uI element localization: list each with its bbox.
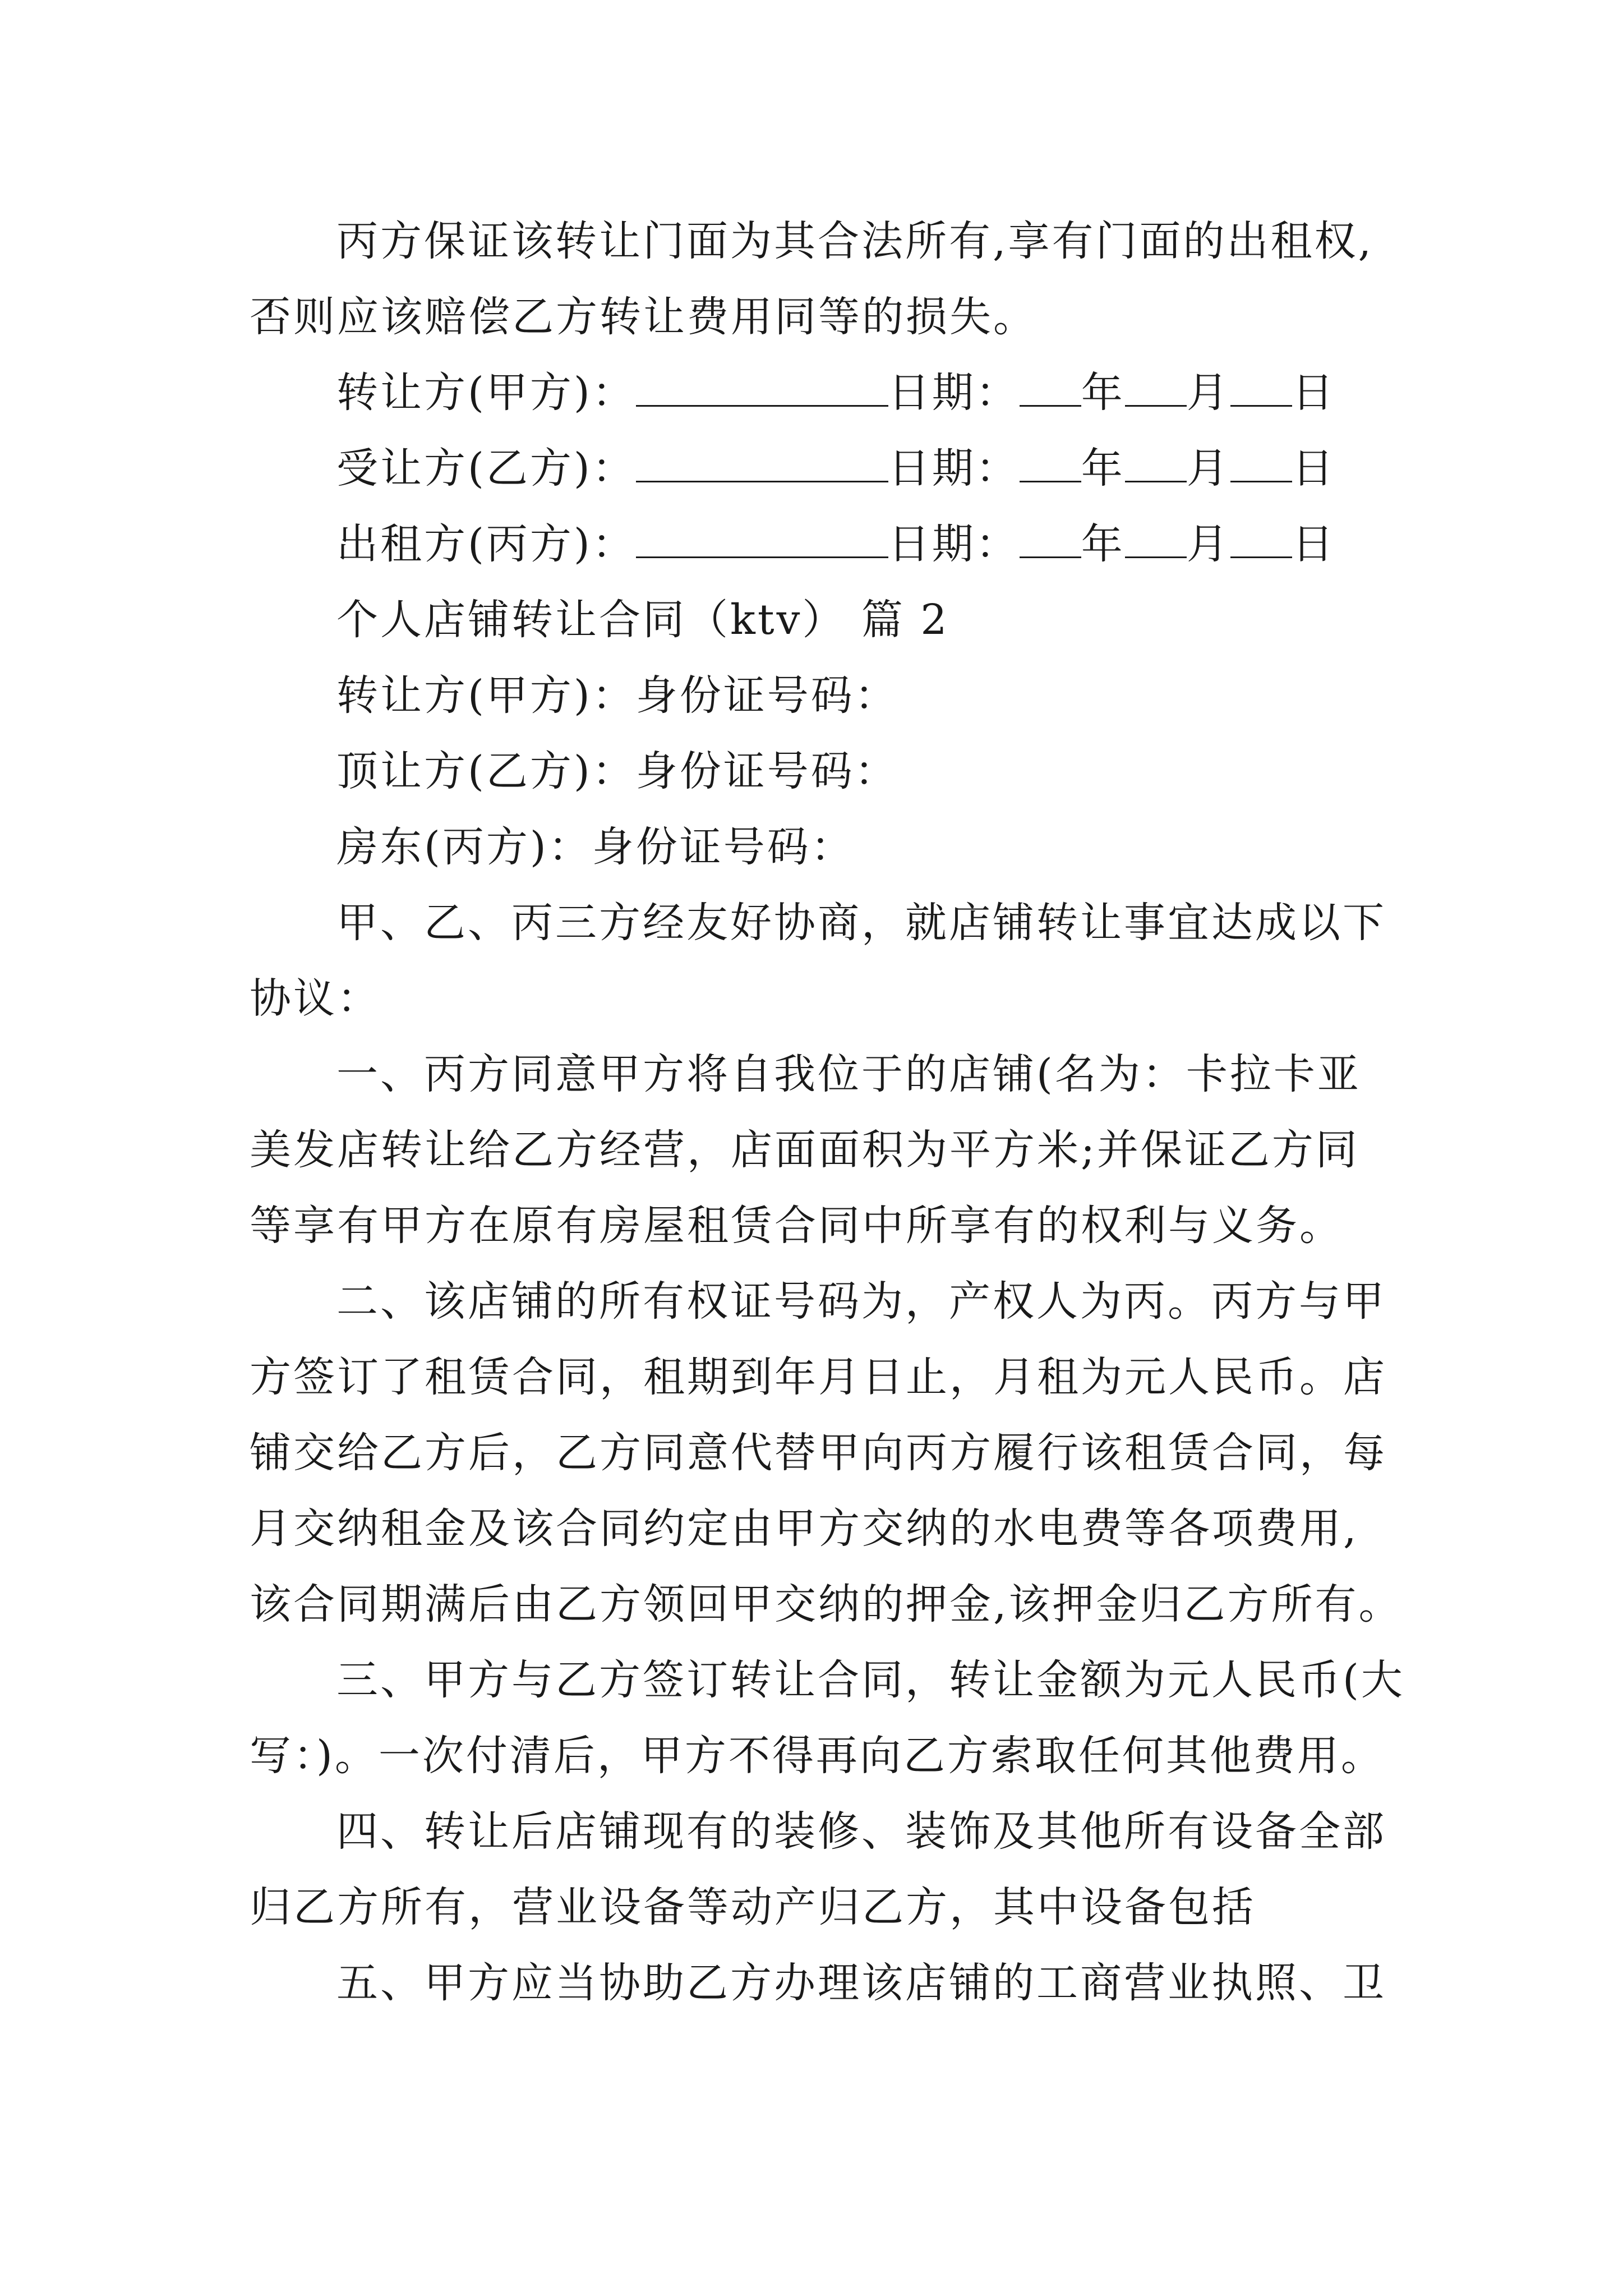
date-label: 日期： [888,369,1020,417]
month-blank [1125,523,1187,558]
clause-3-line: 写：)。一次付清后，甲方不得再向乙方索取任何其他费用。 [250,1732,1385,1780]
year-label: 年 [1081,444,1125,493]
day-label: 日 [1292,444,1336,493]
signature-blank [636,371,888,407]
month-label: 月 [1186,520,1230,568]
year-label: 年 [1081,369,1125,417]
clause-5-line: 五、甲方应当协助乙方办理该店铺的工商营业执照、卫 [336,1959,1386,2007]
party-line: 转让方(甲方)：身份证号码： [336,671,898,720]
clause-2-line: 月交纳租金及该合同约定由甲方交纳的水电费等各项费用, [250,1504,1359,1553]
clause-4-line: 归乙方所有，营业设备等动产归乙方，其中设备包括 [250,1883,1256,1931]
day-label: 日 [1292,520,1336,568]
day-blank [1230,371,1292,407]
party-label: 转让方(甲方)： [336,369,636,417]
month-blank [1125,447,1187,482]
party-label: 受让方(乙方)： [336,444,636,493]
year-blank [1020,523,1081,558]
day-blank [1230,523,1292,558]
signature-row-transferor [336,359,1336,426]
clause-2-line: 二、该店铺的所有权证号码为，产权人为丙。丙方与甲 [336,1277,1386,1326]
month-label: 月 [1186,369,1230,417]
date-label: 日期： [888,444,1020,493]
clause-1-line: 一、丙方同意甲方将自我位于的店铺(名为：卡拉卡亚 [336,1050,1361,1098]
signature-row-lessor [336,510,1336,578]
clause-2-line: 该合同期满后由乙方领回甲交纳的押金,该押金归乙方所有。 [250,1580,1403,1628]
section-title: 个人店铺转让合同（ktv） 篇 2 [336,596,949,644]
clause-1-line: 等享有甲方在原有房屋租赁合同中所享有的权利与义务。 [250,1202,1343,1250]
year-blank [1020,447,1081,482]
body-line: 丙方保证该转让门面为其合法所有,享有门面的出租权, [336,217,1374,265]
day-label: 日 [1292,369,1336,417]
party-label: 出租方(丙方)： [336,520,636,568]
year-blank [1020,371,1081,407]
year-label: 年 [1081,520,1125,568]
clause-3-line: 三、甲方与乙方签订转让合同，转让金额为元人民币(大 [336,1656,1405,1704]
day-blank [1230,447,1292,482]
clause-1-line: 美发店转让给乙方经营，店面面积为平方米;并保证乙方同 [250,1126,1359,1174]
month-blank [1125,371,1187,407]
month-label: 月 [1186,444,1230,493]
clause-2-line: 方签订了租赁合同，租期到年月日止，月租为元人民币。店 [250,1353,1387,1401]
party-line: 顶让方(乙方)：身份证号码： [336,747,898,795]
clause-2-line: 铺交给乙方后，乙方同意代替甲向丙方履行该租赁合同，每 [250,1429,1387,1477]
body-line: 否则应该赔偿乙方转让费用同等的损失。 [250,293,1037,341]
paragraph-line: 甲、乙、丙三方经友好协商，就店铺转让事宜达成以下 [336,899,1386,947]
date-label: 日期： [888,520,1020,568]
signature-blank [636,523,888,558]
clause-4-line: 四、转让后店铺现有的装修、装饰及其他所有设备全部 [336,1807,1386,1856]
signature-row-transferee [336,435,1336,502]
paragraph-line: 协议： [250,974,381,1023]
party-line: 房东(丙方)：身份证号码： [336,823,855,871]
signature-blank [636,447,888,482]
